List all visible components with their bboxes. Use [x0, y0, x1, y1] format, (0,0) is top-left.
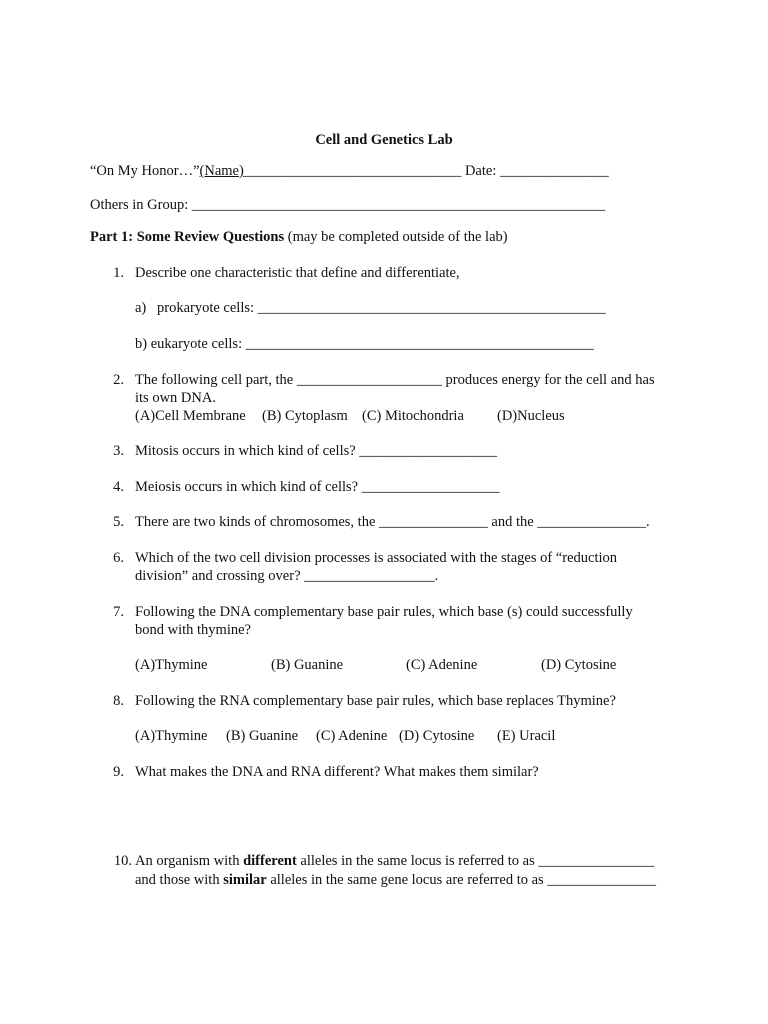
option-c[interactable]: (C) Mitochondria [362, 408, 464, 424]
question-number: 6. [113, 550, 124, 566]
date-blank[interactable]: _______________ [499, 163, 609, 179]
emphasis-similar: similar [223, 872, 267, 888]
honor-label: “On My Honor…” [90, 163, 200, 179]
question-text-cont: bond with thymine? [135, 622, 251, 638]
option-d[interactable]: (D) Cytosine [399, 728, 475, 744]
group-blank[interactable]: _________________________________________________________ [191, 197, 606, 213]
option-b[interactable]: (B) Guanine [226, 728, 299, 744]
part1-heading: Part 1: Some Review Questions [90, 229, 285, 245]
option-c[interactable]: (C) Adenine [316, 728, 388, 744]
option-b[interactable]: (B) Cytoplasm [262, 408, 348, 424]
option-e[interactable]: (E) Uracil [497, 728, 556, 744]
question-number: 1. [113, 265, 124, 281]
question-text: The following cell part, the ____________________ produces energy for the cell and has [135, 372, 655, 388]
question-number: 10. [113, 853, 132, 869]
date-label: Date: [461, 163, 500, 179]
question-number: 5. [113, 514, 124, 530]
option-a[interactable]: (A)Thymine [135, 728, 208, 744]
question-number: 4. [113, 479, 124, 495]
question-text-cont[interactable]: division” and crossing over? __________________. [135, 568, 439, 584]
page-title: Cell and Genetics Lab [315, 132, 453, 148]
text-segment: and those with [135, 872, 224, 888]
part1-note: (may be completed outside of the lab) [284, 229, 508, 245]
option-b[interactable]: (B) Guanine [271, 657, 344, 673]
text-segment: alleles in the same locus is referred to as ________________ [296, 853, 655, 869]
question-text: What makes the DNA and RNA different? What makes them similar? [135, 764, 539, 780]
text-segment: alleles in the same gene locus are referred to as _______________ [266, 872, 657, 888]
question-text[interactable]: There are two kinds of chromosomes, the _______________ and the _______________. [135, 514, 650, 530]
text-segment: An organism with [135, 853, 244, 869]
group-line [90, 196, 605, 214]
question-number: 2. [113, 372, 124, 388]
prokaryote-answer-line[interactable]: prokaryote cells: ________________________________________________ [157, 300, 606, 316]
question-number: 3. [113, 443, 124, 459]
option-a[interactable]: (A)Thymine [135, 657, 208, 673]
question-text[interactable]: Mitosis occurs in which kind of cells? ___________________ [135, 443, 498, 459]
option-c[interactable]: (C) Adenine [406, 657, 478, 673]
option-a[interactable]: (A)Cell Membrane [135, 408, 246, 424]
name-label: (Name) [199, 163, 244, 179]
option-d[interactable]: (D)Nucleus [497, 408, 565, 424]
question-number: 8. [113, 693, 124, 709]
question-text: Following the DNA complementary base pair rules, which base (s) could successfully [135, 604, 633, 620]
question-number: 9. [113, 764, 124, 780]
question-text[interactable]: Meiosis occurs in which kind of cells? ___________________ [135, 479, 500, 495]
question-text: Describe one characteristic that define and differentiate, [135, 265, 460, 281]
question-text-cont: its own DNA. [135, 390, 216, 406]
subpart-label: a) [135, 300, 147, 316]
group-label: Others in Group: [90, 197, 192, 213]
part1-heading-line [90, 228, 508, 246]
eukaryote-answer-line[interactable]: b) eukaryote cells: ________________________________________________ [135, 336, 594, 352]
honor-line [90, 162, 609, 180]
question-text[interactable] [135, 852, 654, 870]
question-text: Which of the two cell division processes is associated with the stages of “reduction [135, 550, 617, 566]
question-1a [135, 299, 606, 317]
emphasis-different: different [243, 853, 297, 869]
name-blank[interactable]: ______________________________ [243, 163, 462, 179]
question-text-cont[interactable] [135, 871, 656, 889]
option-d[interactable]: (D) Cytosine [541, 657, 617, 673]
question-number: 7. [113, 604, 124, 620]
question-text: Following the RNA complementary base pair rules, which base replaces Thymine? [135, 693, 616, 709]
